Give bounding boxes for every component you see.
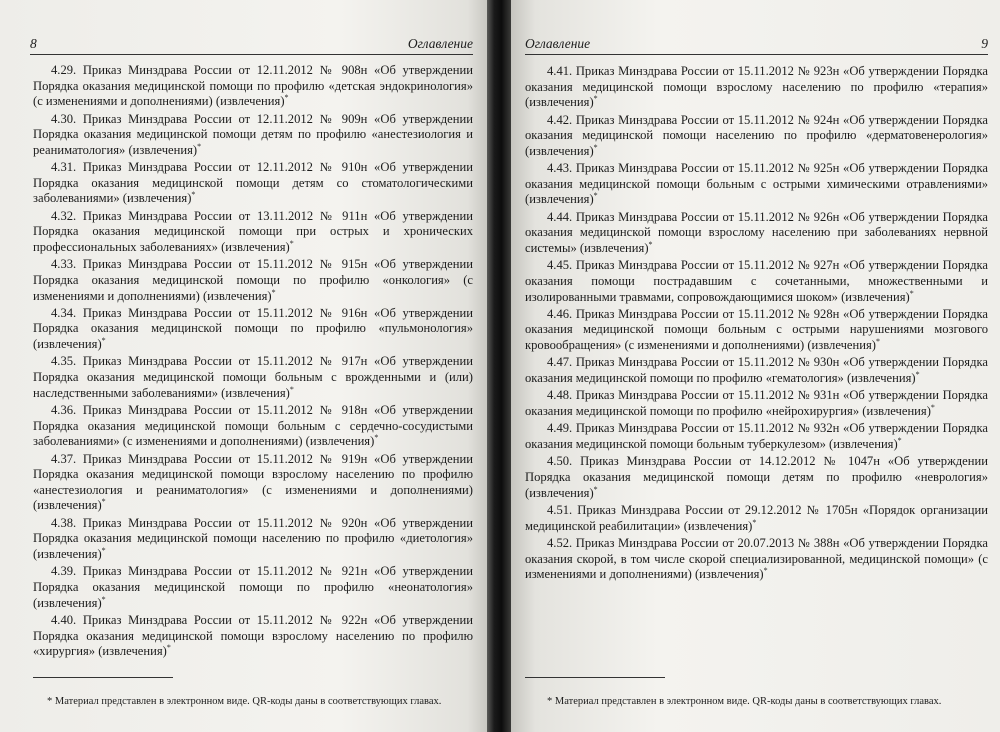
- toc-entry: 4.30. Приказ Минздрава России от 12.11.2012 № 909н «Об утверждении Порядка оказания медицинской помощи детям по профилю «анестезиология и реаниматология» (извлечения)*: [33, 111, 473, 157]
- toc-entry: 4.48. Приказ Минздрава России от 15.11.2012 № 931н «Об утверждении Порядка оказания медицинской помощи по профилю «нейрохирургия» (извлечения)*: [525, 388, 988, 419]
- toc-entry: 4.52. Приказ Минздрава России от 20.07.2013 № 388н «Об утверждении Порядка оказания скорой, в том числе скорой специализированной, медицинской помощи» (с изменениями и дополнениями) (извлечения)*: [525, 535, 988, 582]
- book-gutter: [487, 0, 511, 732]
- page-number: 9: [981, 36, 988, 51]
- toc-entries: [33, 63, 473, 660]
- toc-entry: 4.45. Приказ Минздрава России от 15.11.2012 № 927н «Об утверждении Порядка оказания помощи пострадавшим с сочетанными, множественными и изолированными травмами, сопровождающимися шоком» (извлечения)*: [525, 258, 988, 304]
- toc-entry: 4.46. Приказ Минздрава России от 15.11.2012 № 928н «Об утверждении Порядка оказания медицинской помощи больным с острыми нарушениями мозгового кровообращения» (с изменениями и дополнениями) (извлечения)*: [525, 306, 988, 353]
- right-page-header: [525, 32, 988, 55]
- running-head: Оглавление: [525, 36, 591, 51]
- footnote-rule: [525, 677, 665, 678]
- toc-entry: 4.44. Приказ Минздрава России от 15.11.2012 № 926н «Об утверждении Порядка оказания медицинской помощи взрослому населению при заболеваниях нервной системы» (извлечения)*: [525, 209, 988, 255]
- toc-entry: 4.37. Приказ Минздрава России от 15.11.2012 № 919н «Об утверждении Порядка оказания медицинской помощи взрослому населению по профилю «анестезиология и реаниматология» (с изменениями и дополнениями) (извлечения)*: [33, 451, 473, 513]
- toc-entry: 4.40. Приказ Минздрава России от 15.11.2012 № 922н «Об утверждении Порядка оказания медицинской помощи взрослому населению по профилю «хирургия» (извлечения)*: [33, 612, 473, 659]
- toc-entry: 4.32. Приказ Минздрава России от 13.11.2012 № 911н «Об утверждении Порядка оказания медицинской помощи при острых и хронических профессиональных заболеваниях» (извлечения)*: [33, 208, 473, 254]
- left-page: [0, 0, 487, 732]
- toc-entry: 4.50. Приказ Минздрава России от 14.12.2012 № 1047н «Об утверждении Порядка оказания медицинской помощи детям по профилю «неврология» (извлечения)*: [525, 454, 988, 500]
- toc-entry: 4.41. Приказ Минздрава России от 15.11.2012 № 923н «Об утверждении Порядка оказания медицинской помощи взрослому населению по профилю «терапия» (извлечения)*: [525, 64, 988, 110]
- toc-entry: 4.39. Приказ Минздрава России от 15.11.2012 № 921н «Об утверждении Порядка оказания медицинской помощи по профилю «неонатология» (извлечения)*: [33, 564, 473, 610]
- toc-entry: 4.47. Приказ Минздрава России от 15.11.2012 № 930н «Об утверждении Порядка оказания медицинской помощи по профилю «гематология» (извлечения)*: [525, 355, 988, 386]
- toc-entry: 4.35. Приказ Минздрава России от 15.11.2012 № 917н «Об утверждении Порядка оказания медицинской помощи больным с врожденными и (или) наследственными заболеваниями» (извлечения)*: [33, 354, 473, 400]
- toc-entry: 4.34. Приказ Минздрава России от 15.11.2012 № 916н «Об утверждении Порядка оказания медицинской помощи по профилю «пульмонология» (извлечения)*: [33, 305, 473, 352]
- toc-entry: 4.29. Приказ Минздрава России от 12.11.2012 № 908н «Об утверждении Порядка оказания медицинской помощи по профилю «детская эндокринология» (с изменениями и дополнениями) (извлечения)*: [33, 63, 473, 109]
- toc-entry: 4.43. Приказ Минздрава России от 15.11.2012 № 925н «Об утверждении Порядка оказания медицинской помощи больным с острыми химическими отравлениями» (извлечения)*: [525, 161, 988, 207]
- toc-entry: 4.33. Приказ Минздрава России от 15.11.2012 № 915н «Об утверждении Порядка оказания медицинской помощи по профилю «онкология» (с изменениями и дополнениями) (извлечения)*: [33, 257, 473, 303]
- left-page-header: [30, 32, 473, 55]
- footnote: * Материал представлен в электронном виде. QR-коды даны в соответствующих главах.: [547, 695, 942, 707]
- running-head: Оглавление: [407, 36, 473, 51]
- toc-entry: 4.51. Приказ Минздрава России от 29.12.2012 № 1705н «Порядок организации медицинской реабилитации» (извлечения)*: [525, 503, 988, 533]
- toc-entries: [525, 64, 988, 583]
- toc-entry: 4.42. Приказ Минздрава России от 15.11.2012 № 924н «Об утверждении Порядка оказания медицинской помощи населению по профилю «дерматовенерология» (извлечения)*: [525, 112, 988, 158]
- toc-entry: 4.36. Приказ Минздрава России от 15.11.2012 № 918н «Об утверждении Порядка оказания медицинской помощи больным с сердечно-сосудистыми заболеваниями» (с изменениями и дополнениями) (извлечения)*: [33, 403, 473, 449]
- right-page: [511, 0, 1000, 732]
- toc-entry: 4.38. Приказ Минздрава России от 15.11.2012 № 920н «Об утверждении Порядка оказания медицинской помощи населению по профилю «диетология» (извлечения)*: [33, 515, 473, 561]
- toc-entry: 4.49. Приказ Минздрава России от 15.11.2012 № 932н «Об утверждении Порядка оказания медицинской помощи больным туберкулезом» (извлечения)*: [525, 421, 988, 452]
- page-number: 8: [30, 36, 37, 51]
- footnote-rule: [33, 677, 173, 678]
- toc-entry: 4.31. Приказ Минздрава России от 12.11.2012 № 910н «Об утверждении Порядка оказания медицинской помощи детям со стоматологическими заболеваниями» (извлечения)*: [33, 160, 473, 206]
- footnote: * Материал представлен в электронном виде. QR-коды даны в соответствующих главах.: [47, 695, 442, 707]
